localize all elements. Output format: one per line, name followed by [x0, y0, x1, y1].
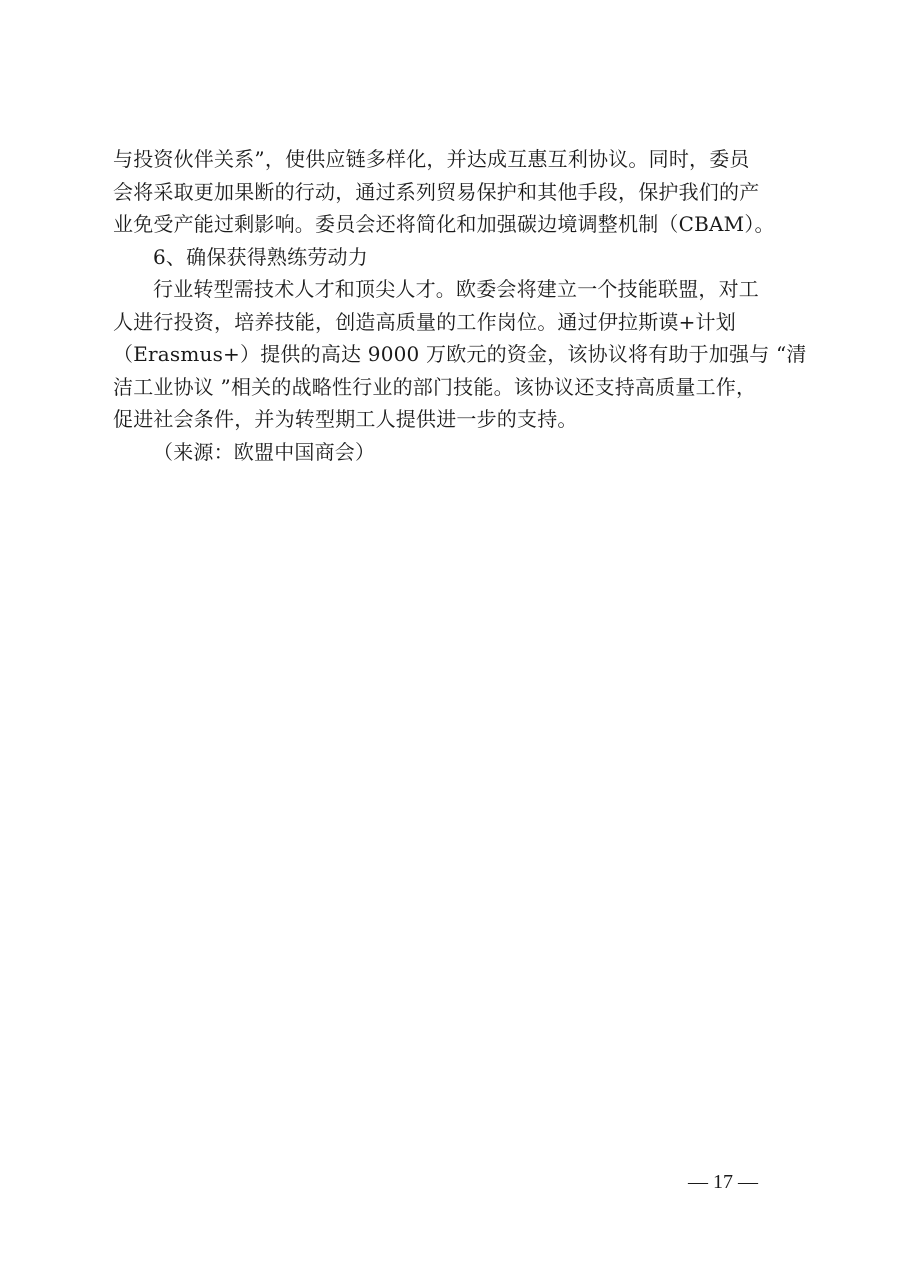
- page-number: — 17 —: [688, 1171, 758, 1193]
- text-line: 与投资伙伴关系”，使供应链多样化，并达成互惠互利协议。同时，委员: [113, 147, 750, 171]
- paragraph-skilled-labour: [113, 273, 807, 436]
- text-line: 行业转型需技术人才和顶尖人才。欧委会将建立一个技能联盟，对工: [153, 277, 759, 301]
- body-text: [113, 143, 807, 468]
- text-line: 会将采取更加果断的行动，通过系列贸易保护和其他手段，保护我们的产: [113, 179, 760, 204]
- text-line: 人进行投资，培养技能，创造高质量的工作岗位。通过伊拉斯谟+计划: [113, 309, 736, 334]
- text-line: （Erasmus+）提供的高达 9000 万欧元的资金，该协议将有助于加强与 “清: [113, 342, 807, 366]
- source-note: （来源：欧盟中国商会）: [153, 439, 376, 464]
- section-heading: 6、确保获得熟练劳动力: [153, 244, 368, 269]
- text-line: 洁工业协议 ”相关的战略性行业的部门技能。该协议还支持高质量工作，: [113, 374, 757, 399]
- text-line: 业免受产能过剩影响。委员会还将简化和加强碳边境调整机制（CBAM）。: [113, 212, 775, 236]
- text-line: 促进社会条件，并为转型期工人提供进一步的支持。: [113, 407, 578, 431]
- paragraph-supply-chain: [113, 143, 793, 241]
